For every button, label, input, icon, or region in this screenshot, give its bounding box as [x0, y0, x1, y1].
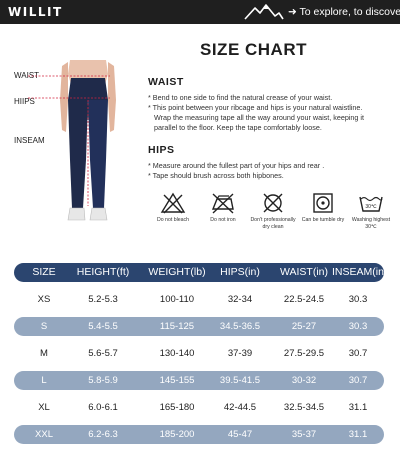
waist-line: Wrap the measuring tape all the way around your waist, keeping it	[154, 113, 365, 122]
care-washing-30: 30℃ Washing highest 30℃	[346, 192, 396, 230]
waist-cell: 32.5-34.5	[283, 402, 325, 413]
column-header: HIPS(in)	[220, 266, 260, 278]
inseam-cell: 31.1	[348, 429, 368, 440]
height-cell: 6.0-6.1	[88, 402, 118, 413]
waist-line: * This point between your ribcage and hips is your natural waistline.	[148, 103, 363, 112]
hips-measure-label: HIIPS	[14, 97, 35, 106]
header-bar	[0, 0, 405, 24]
no-iron-icon	[210, 192, 236, 214]
care-instructions	[146, 192, 400, 236]
hips-section	[148, 144, 396, 181]
hips-cell: 34.5-36.5	[219, 321, 261, 332]
waist-measure-label: WAIST	[14, 71, 40, 80]
table-row	[14, 398, 384, 417]
hips-cell: 45-47	[227, 429, 253, 440]
weight-cell: 115-125	[159, 321, 195, 332]
table-row	[14, 290, 384, 309]
care-no-dry-clean: Don't professionally dry clean	[248, 192, 298, 230]
table-row	[14, 317, 384, 336]
table-row	[14, 371, 384, 390]
inseam-measure-label: INSEAM	[14, 136, 45, 145]
model-figure	[0, 60, 140, 240]
hips-cell: 39.5-41.5	[219, 375, 261, 386]
care-no-iron: Do not iron	[198, 192, 248, 224]
hips-cell: 32-34	[227, 294, 253, 305]
table-header-row	[14, 263, 388, 282]
weight-cell: 100-110	[159, 294, 195, 305]
arrow-right-icon: ➜	[288, 6, 300, 18]
brand-logo-text: WILLIT	[8, 5, 63, 19]
waist-cell: 27.5-29.5	[283, 348, 325, 359]
column-header: SIZE	[32, 266, 56, 278]
hips-line: * Measure around the fullest part of your hips and rear .	[148, 161, 325, 170]
height-cell: 5.6-5.7	[88, 348, 118, 359]
no-dry-clean-icon	[260, 192, 286, 214]
column-header: WAIST(in)	[279, 266, 329, 278]
height-cell: 5.8-5.9	[88, 375, 118, 386]
height-cell: 5.4-5.5	[88, 321, 118, 332]
size-cell: XL	[38, 402, 50, 413]
inseam-cell: 30.3	[348, 321, 368, 332]
inseam-cell: 30.7	[348, 375, 368, 386]
table-row	[14, 344, 384, 363]
page-title: SIZE CHART	[200, 40, 307, 59]
waist-line: parallel to the floor. Keep the tape comfortably loose.	[154, 123, 322, 132]
care-tumble-dry: Can be tumble dry	[298, 192, 348, 224]
weight-cell: 185-200	[159, 429, 195, 440]
mountain-icon	[244, 3, 284, 21]
tumble-dry-icon	[310, 192, 336, 214]
column-header: WEIGHT(lb)	[148, 266, 206, 278]
waist-cell: 25-27	[291, 321, 317, 332]
height-cell: 6.2-6.3	[88, 429, 118, 440]
size-table	[14, 263, 388, 452]
size-cell: M	[40, 348, 48, 359]
washing-30-icon	[358, 192, 384, 214]
size-cell: S	[40, 321, 48, 332]
inseam-cell: 30.3	[348, 294, 368, 305]
column-header: INSEAM(in)	[332, 266, 388, 278]
size-cell: XXL	[35, 429, 53, 440]
size-cell: XS	[37, 294, 51, 305]
inseam-cell: 31.1	[348, 402, 368, 413]
hips-cell: 37-39	[227, 348, 253, 359]
weight-cell: 165-180	[159, 402, 195, 413]
hips-line: * Tape should brush across both hipbones.	[148, 171, 284, 180]
hips-heading: HIPS	[148, 144, 175, 156]
table-row	[14, 425, 384, 444]
tagline: ➜ To explore, to discover	[288, 6, 405, 18]
waist-section	[148, 76, 396, 133]
column-header: HEIGHT(ft)	[76, 266, 130, 278]
weight-cell: 145-155	[159, 375, 195, 386]
svg-text:30℃: 30℃	[365, 204, 377, 210]
weight-cell: 130-140	[159, 348, 195, 359]
no-bleach-icon	[160, 192, 186, 214]
waist-heading: WAIST	[148, 76, 184, 88]
inseam-cell: 30.7	[348, 348, 368, 359]
waist-line: * Bend to one side to find the natural crease of your waist.	[148, 93, 333, 102]
care-no-bleach: Do not bleach	[148, 192, 198, 224]
hips-cell: 42-44.5	[223, 402, 257, 413]
waist-cell: 30-32	[291, 375, 317, 386]
waist-cell: 35-37	[291, 429, 317, 440]
height-cell: 5.2-5.3	[88, 294, 118, 305]
hips-instructions	[148, 161, 396, 181]
waist-instructions	[148, 93, 396, 133]
waist-cell: 22.5-24.5	[283, 294, 325, 305]
model-illustration	[28, 60, 138, 240]
size-cell: L	[41, 375, 47, 386]
